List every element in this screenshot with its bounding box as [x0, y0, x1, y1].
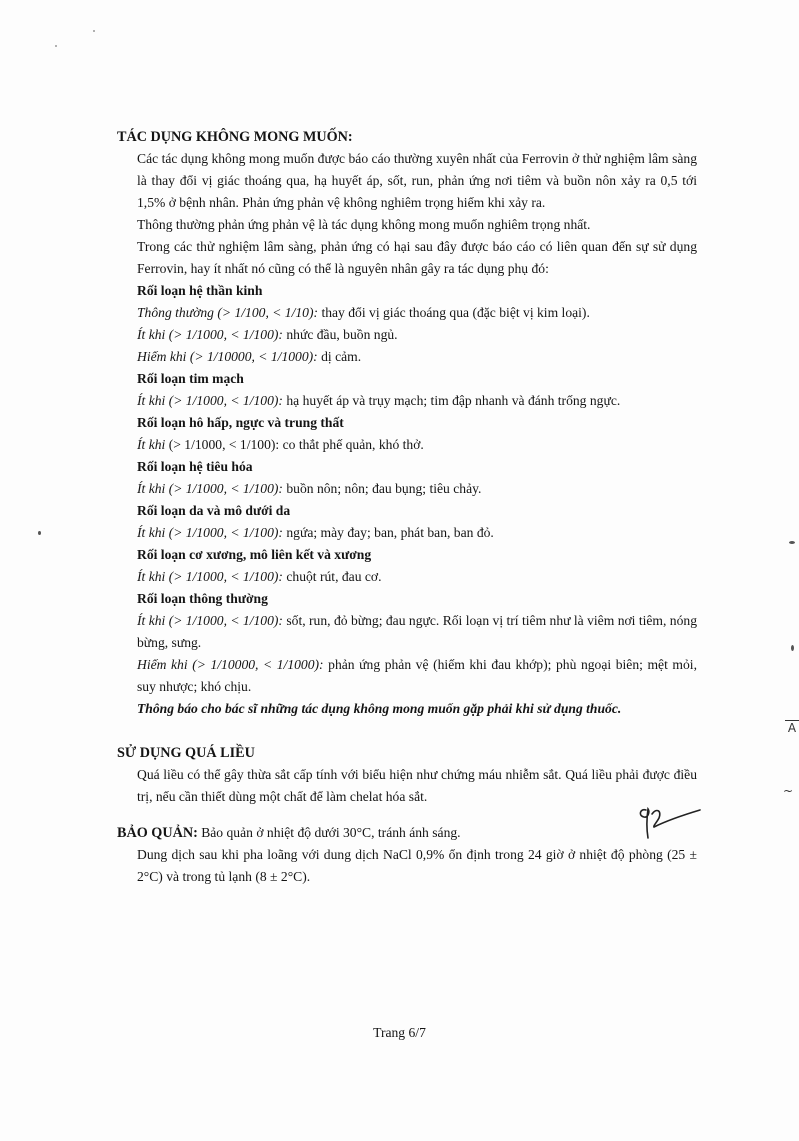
adverse-group-title: Rối loạn hệ tiêu hóa [137, 459, 253, 474]
adverse-frequency-line [137, 478, 697, 500]
frequency-text: phản ứng phản vệ (hiếm khi đau khớp); phù ngoại biên; mệt mỏi, suy nhược; khó chịu. [137, 657, 697, 694]
section-gap [117, 720, 697, 742]
overdose-body [117, 764, 697, 808]
scan-speck [55, 45, 57, 47]
frequency-label: Hiếm khi (> 1/10000, < 1/1000): [137, 657, 324, 672]
frequency-text: hạ huyết áp và trụy mạch; tim đập nhanh và đánh trống ngực. [282, 393, 621, 408]
side-effects-paragraph: Trong các thử nghiệm lâm sàng, phản ứng có hại sau đây được báo cáo có liên quan đến sự sử dụng Ferrovin, hay ít nhất nó cũng có thể là nguyên nhân gây ra tác dụng phụ đó: [137, 239, 697, 276]
edge-mark-a: A [785, 720, 799, 735]
page-number: Trang 6/7 [373, 1025, 426, 1040]
frequency-text: dị cảm. [317, 349, 362, 364]
frequency-text: sốt, run, đỏ bừng; đau ngực. Rối loạn vị trí tiêm như là viêm nơi tiêm, nóng bừng, sưng. [137, 613, 697, 650]
frequency-text: nhức đầu, buồn ngủ. [282, 327, 398, 342]
frequency-label: Ít khi (> 1/1000, < 1/100): [137, 393, 283, 408]
frequency-label: Ít khi (> 1/1000, < 1/100): [137, 525, 283, 540]
frequency-label: Ít khi (> 1/1000, < 1/100): [137, 327, 283, 342]
side-effects-paragraph: Các tác dụng không mong muốn được báo cáo thường xuyên nhất của Ferrovin ở thử nghiệm lâm sàng là thay đổi vị giác thoáng qua, hạ huyết áp, sốt, run, phản ứng nơi tiêm và buồn nôn xảy ra 0,5 tới 1,5% ở bệnh nhân. Phản ứng phản vệ không nghiêm trọng hiếm khi xảy ra. [137, 151, 697, 210]
storage-body [117, 844, 697, 888]
storage-heading: BẢO QUẢN: [117, 825, 198, 841]
edge-mark-tilde: ~ [783, 784, 794, 798]
storage-inline-text: Bảo quản ở nhiệt độ dưới 30°C, tránh ánh sáng. [197, 825, 461, 840]
frequency-text: chuột rút, đau cơ. [282, 569, 382, 584]
frequency-label: Ít khi [137, 437, 166, 452]
scan-speck [789, 541, 795, 544]
storage-paragraph: Dung dịch sau khi pha loãng với dung dịch NaCl 0,9% ổn định trong 24 giờ ở nhiệt độ phòng (25 ± 2°C) và trong tủ lạnh (8 ± 2°C). [137, 847, 697, 884]
frequency-text: (> 1/1000, < 1/100): co thắt phế quản, khó thở. [165, 437, 424, 452]
frequency-label: Ít khi (> 1/1000, < 1/100): [137, 481, 283, 496]
frequency-label: Hiếm khi (> 1/10000, < 1/1000): [137, 349, 318, 364]
adverse-frequency-line [137, 434, 697, 456]
adverse-group-title: Rối loạn thông thường [137, 591, 268, 606]
section-gap [117, 808, 697, 822]
adverse-frequency-line [137, 522, 697, 544]
storage-line [117, 822, 697, 844]
frequency-label: Thông thường (> 1/100, < 1/10): [137, 305, 319, 320]
adverse-frequency-line [137, 610, 697, 654]
overdose-paragraph: Quá liều có thể gây thừa sắt cấp tính với biểu hiện như chứng máu nhiễm sắt. Quá liều phải được điều trị, nếu cần thiết dùng một chất để làm chelat hóa sắt. [137, 767, 697, 804]
frequency-text: ngứa; mày đay; ban, phát ban, ban đỏ. [282, 525, 494, 540]
adverse-group-title: Rối loạn hô hấp, ngực và trung thất [137, 415, 344, 430]
side-effects-heading: TÁC DỤNG KHÔNG MONG MUỐN: [117, 129, 353, 145]
scan-speck [791, 645, 794, 651]
adverse-group-title: Rối loạn cơ xương, mô liên kết và xương [137, 547, 372, 562]
frequency-label: Ít khi (> 1/1000, < 1/100): [137, 613, 283, 628]
handwritten-signature [634, 800, 706, 842]
report-to-doctor-notice: Thông báo cho bác sĩ những tác dụng không mong muốn gặp phải khi sử dụng thuốc. [137, 701, 622, 716]
scan-speck [93, 30, 95, 32]
adverse-frequency-line [137, 324, 697, 346]
adverse-group-title: Rối loạn hệ thần kinh [137, 283, 263, 298]
adverse-frequency-line [137, 346, 697, 368]
adverse-frequency-line [137, 302, 697, 324]
side-effects-body [117, 148, 697, 720]
frequency-text: thay đổi vị giác thoáng qua (đặc biệt vị kim loại). [318, 305, 590, 320]
adverse-group-title: Rối loạn tim mạch [137, 371, 244, 386]
adverse-frequency-line [137, 390, 697, 412]
side-effects-paragraph: Thông thường phản ứng phản vệ là tác dụng không mong muốn nghiêm trọng nhất. [137, 217, 591, 232]
scan-speck [38, 531, 41, 535]
frequency-text: buồn nôn; nôn; đau bụng; tiêu chảy. [282, 481, 482, 496]
overdose-heading: SỬ DỤNG QUÁ LIỀU [117, 745, 255, 761]
adverse-group-title: Rối loạn da và mô dưới da [137, 503, 291, 518]
adverse-frequency-line [137, 566, 697, 588]
frequency-label: Ít khi (> 1/1000, < 1/100): [137, 569, 283, 584]
document-content [117, 126, 697, 888]
adverse-frequency-line [137, 654, 697, 698]
